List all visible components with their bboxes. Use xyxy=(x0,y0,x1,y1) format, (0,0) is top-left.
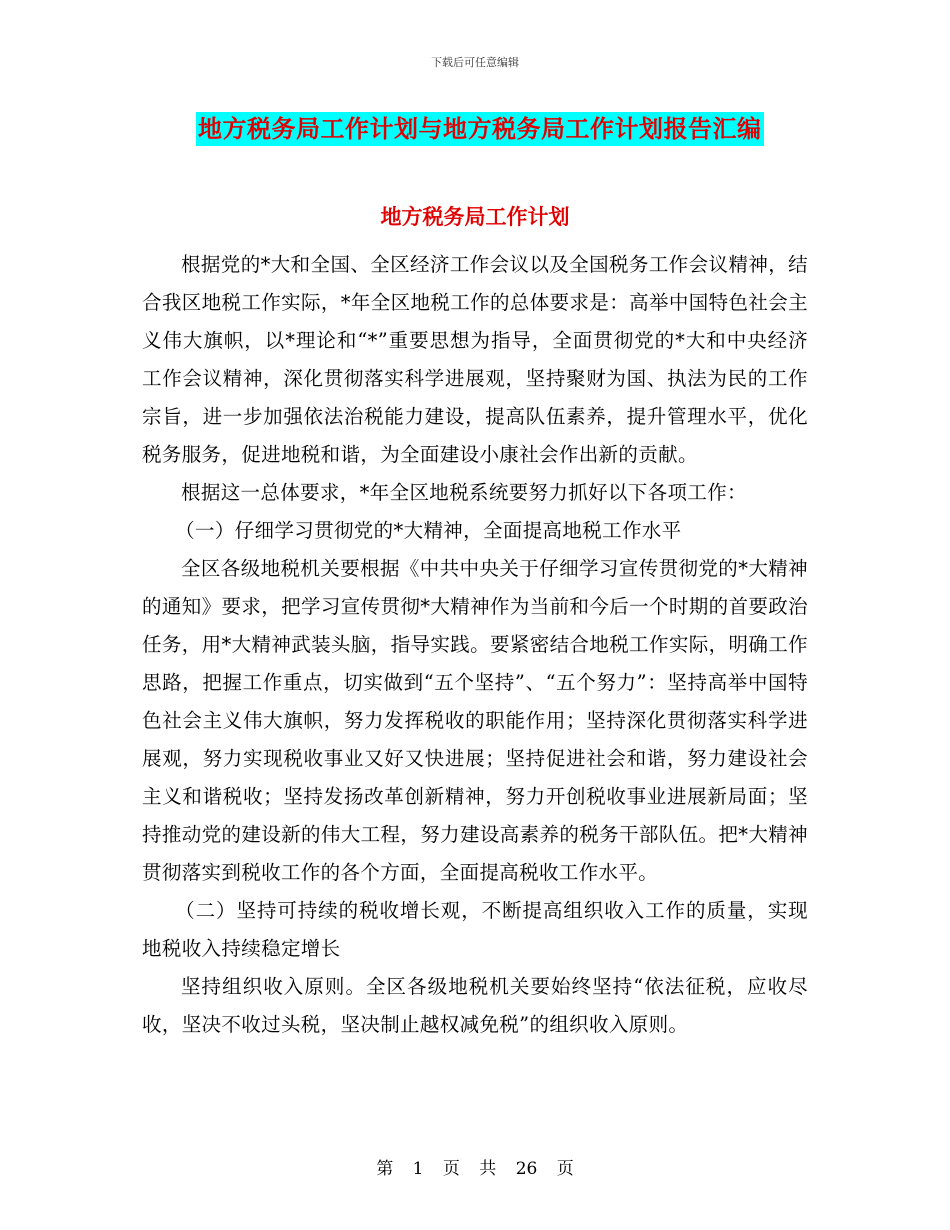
paragraph-study: 全区各级地税机关要根据《中共中央关于仔细学习宣传贯彻党的*大精神的通知》要求，把学习宣传贯彻*大精神作为当前和今后一个时期的首要政治任务，用*大精神武装头脑，指导实践。要紧密结合地税工作实际，明确工作思路，把握工作重点，切实做到“五个坚持”、“五个努力”：坚持高举中国特色社会主义伟大旗帜，努力发挥税收的职能作用；坚持深化贯彻落实科学进展观，努力实现税收事业又好又快进展；坚持促进社会和谐，努力建设社会主义和谐税收；坚持发扬改革创新精神，努力开创税收事业进展新局面；坚持推动党的建设新的伟大工程，努力建设高素养的税务干部队伍。把*大精神贯彻落实到税收工作的各个方面，全面提高税收工作水平。 xyxy=(142,557,808,884)
paragraph-principle: 坚持组织收入原则。全区各级地税机关要始终坚持“依法征税，应收尽收，坚决不收过头税，坚决制止越权减免税”的组织收入原则。 xyxy=(142,975,808,1036)
subheading-two: （二）坚持可持续的税收增长观，不断提高组织收入工作的质量，实现地税收入持续稳定增长 xyxy=(142,899,808,960)
document-body xyxy=(142,246,808,1044)
header-note: 下载后可任意编辑 xyxy=(431,56,519,69)
footer-page-word: 页 xyxy=(442,1159,460,1179)
footer-page-number: 1 xyxy=(412,1159,424,1179)
section-title: 地方税务局工作计划 xyxy=(380,204,570,229)
footer-prefix: 第 xyxy=(376,1159,394,1179)
paragraph-requirements: 根据这一总体要求，*年全区地税系统要努力抓好以下各项工作： xyxy=(181,481,747,504)
subheading-one: （一）仔细学习贯彻党的*大精神，全面提高地税工作水平 xyxy=(175,519,682,542)
paragraph-intro: 根据党的*大和全国、全区经济工作会议以及全国税务工作会议精神，结合我区地税工作实际，*年全区地税工作的总体要求是：高举中国特色社会主义伟大旗帜，以*理论和“*”重要思想为指导，全面贯彻党的*大和中央经济工作会议精神，深化贯彻落实科学进展观，坚持聚财为国、执法为民的工作宗旨，进一步加强依法治税能力建设，提高队伍素养，提升管理水平，优化税务服务，促进地税和谐，为全面建设小康社会作出新的贡献。 xyxy=(142,253,808,466)
footer-total-pages: 26 xyxy=(515,1159,538,1179)
main-title-wrap xyxy=(196,112,764,146)
footer-suffix: 页 xyxy=(556,1159,574,1179)
footer-total-word: 共 xyxy=(479,1159,497,1179)
page-footer xyxy=(0,1154,950,1179)
main-title: 地方税务局工作计划与地方税务局工作计划报告汇编 xyxy=(196,112,764,146)
